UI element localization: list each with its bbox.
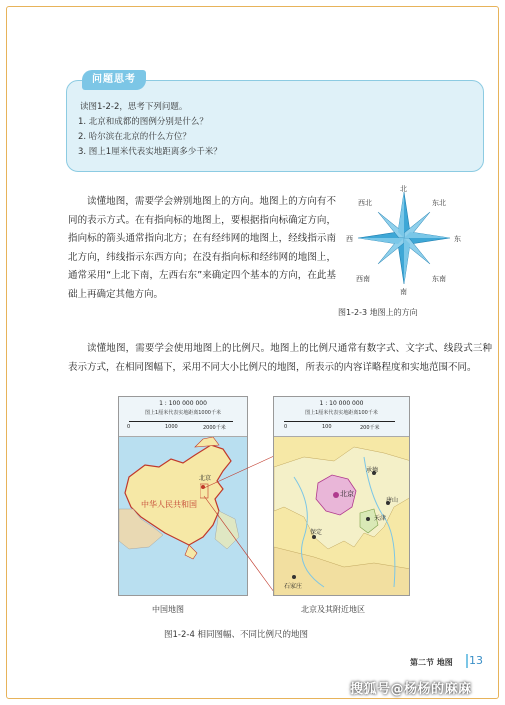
city-chengde: 承德	[366, 467, 379, 474]
city-shijiazhuang: 石家庄	[284, 583, 303, 590]
compass-east: 东	[454, 235, 461, 243]
scale-text: 图上1厘米代表实地距离1000千米	[145, 410, 221, 416]
question-tag: 问题思考	[82, 70, 146, 90]
question-item: 2. 哈尔滨在北京的什么方位？	[78, 132, 191, 142]
scale-tick: 2000千米	[203, 425, 226, 431]
paragraph-scale: 读懂地图，需要学会使用地图上的比例尺。地图上的比例尺通常有数字式、文字式、线段式三种表示方式，在相同图幅下，采用不同大小比例尺的地图，所表示的内容详略程度和实地范围不同。	[68, 343, 492, 373]
city-tianjin: 天津	[374, 515, 387, 522]
scale-ratio: 1 : 100 000 000	[159, 400, 207, 407]
map-connector-lines	[200, 396, 280, 596]
scale-bar	[284, 421, 395, 422]
paragraph-direction: 读懂地图，需要学会辨别地图上的方向。地图上的方向有不同的表示方式。在有指向标的地图上，要根据指向标确定方向，指向标的箭头通常指向北方；在有经纬网的地图上，经线指示南北方向，纬线指示东西方向；在没有指向标和经纬网的地图上，通常采用“上北下南，左西右东”来确定四个基本的方向，在此基础上再确定其他方向。	[68, 196, 336, 300]
scale-tick: 200千米	[360, 425, 380, 431]
compass-caption: 图1-2-3 地图上的方向	[338, 308, 418, 317]
scale-text: 图上1厘米代表实地距离100千米	[305, 410, 378, 416]
city-tangshan: 唐山	[386, 497, 399, 504]
city-beijing: 北京	[199, 475, 212, 482]
scale-tick: 100	[322, 424, 332, 430]
page-number: 13	[469, 654, 483, 667]
compass-south: 南	[400, 288, 407, 296]
compass-southeast: 东南	[432, 275, 446, 283]
figure-caption: 图1-2-4 相同图幅、不同比例尺的地图	[164, 630, 309, 640]
compass-rose	[344, 182, 476, 300]
scale-tick: 0	[127, 424, 131, 430]
beijing-map	[273, 396, 410, 596]
footer-divider	[466, 654, 468, 668]
watermark: 搜狐号@杨杨的麻麻	[350, 682, 472, 697]
question-intro: 读图1-2-2，思考下列问题。	[80, 102, 188, 112]
city-beijing: 北京	[340, 490, 354, 498]
beijing-map-caption: 北京及其附近地区	[301, 605, 365, 614]
compass-northeast: 东北	[432, 199, 446, 207]
compass-southwest: 西南	[356, 275, 370, 283]
scale-legend	[274, 397, 409, 437]
scale-tick: 1000	[165, 424, 178, 430]
question-item: 3. 图上1厘米代表实地距离多少千米？	[78, 147, 222, 157]
footer-section-title: 第二节 地图	[410, 658, 453, 667]
beijing-region-outline	[274, 437, 410, 596]
compass-north: 北	[400, 185, 407, 193]
country-label: 中华人民共和国	[141, 500, 197, 509]
compass-northwest: 西北	[358, 199, 372, 207]
china-map-caption: 中国地图	[152, 605, 184, 614]
question-list	[78, 115, 222, 160]
city-baoding: 保定	[310, 529, 323, 536]
compass-west: 西	[346, 235, 353, 243]
scale-tick: 0	[284, 424, 288, 430]
scale-ratio: 1 : 10 000 000	[319, 400, 364, 407]
question-item: 1. 北京和成都的图例分别是什么？	[78, 117, 208, 127]
